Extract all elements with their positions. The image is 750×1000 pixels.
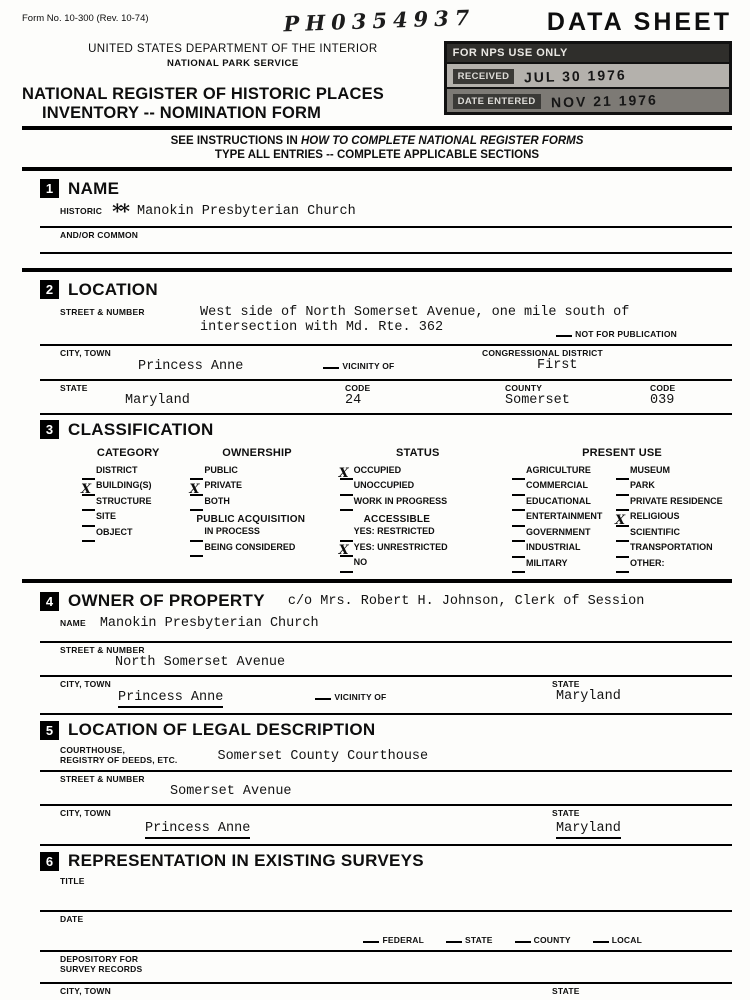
legal-street-value: Somerset Avenue: [170, 784, 292, 800]
checkbox-structure: [82, 496, 174, 512]
city-town-field: [40, 346, 732, 381]
checkbox-line: [512, 468, 525, 480]
checkbox-commercial: [512, 480, 606, 496]
received-label: RECEIVED: [453, 69, 515, 84]
present-use-header: PRESENT USE: [582, 446, 662, 459]
check-mark: X: [615, 512, 626, 528]
legal-state-value: Maryland: [556, 821, 621, 839]
checkbox-line: [615, 512, 629, 528]
received-row: [447, 62, 729, 87]
form-title-line1: NATIONAL REGISTER OF HISTORIC PLACES: [22, 85, 384, 103]
section-1-title: NAME: [68, 178, 120, 198]
service-name: NATIONAL PARK SERVICE: [166, 58, 299, 69]
checkbox-label: GOVERNMENT: [526, 526, 591, 537]
state-label: STATE: [60, 382, 88, 393]
survey-city-cell: [40, 986, 552, 996]
checkbox-line: [616, 499, 629, 511]
ownership-column: [190, 447, 323, 574]
checkbox-label: UNOCCUPIED: [353, 480, 415, 491]
owner-street-field: [40, 643, 732, 677]
section-5-title: LOCATION OF LEGAL DESCRIPTION: [68, 720, 376, 740]
checkbox-private-residence: [616, 496, 732, 512]
received-date-stamp: JUL 30 1976: [524, 66, 628, 86]
checkbox-label: MILITARY: [526, 557, 568, 568]
city-town-value: Princess Anne: [138, 358, 244, 374]
checkbox-yes-restricted: [340, 526, 496, 542]
date-entered-row: [447, 87, 729, 112]
checkbox-line: [190, 499, 203, 511]
checkbox-label: NO: [353, 557, 368, 568]
courthouse-label-stack: [40, 745, 177, 765]
checkbox-site: [82, 511, 174, 527]
divider: [22, 167, 732, 171]
section-6-number: 6: [40, 852, 59, 871]
checkbox-public: [190, 465, 323, 481]
county-code-label: CODE: [650, 382, 676, 393]
legal-state-cell: [552, 808, 732, 839]
form-number: Form No. 10-300 (Rev. 10-74): [22, 13, 149, 24]
section-2-title: LOCATION: [68, 279, 158, 299]
classification-checklist: [82, 447, 732, 574]
checkbox-label: TRANSPORTATION: [630, 542, 713, 553]
city-town-value-row: [40, 358, 482, 374]
owner-state-cell: [552, 679, 732, 704]
checkbox-line: [616, 530, 629, 542]
checkbox-private: [190, 480, 323, 496]
section-5-number: 5: [40, 721, 59, 740]
category-header: CATEGORY: [96, 446, 160, 459]
checkbox-label: BOTH: [204, 495, 230, 506]
check-mark: X: [338, 466, 349, 482]
street-value-line2: intersection with Md. Rte. 362: [200, 319, 444, 335]
checkbox-line: [512, 484, 525, 496]
legal-state-label: STATE: [552, 808, 580, 819]
survey-city-field: [40, 984, 732, 1000]
checkbox-label: OCCUPIED: [353, 464, 402, 475]
legal-street-field: [40, 772, 732, 806]
historic-name-value: Manokin Presbyterian Church: [136, 203, 356, 219]
checkbox-transportation: [616, 542, 732, 558]
street-number-label: STREET & NUMBER: [60, 306, 145, 317]
checkbox-line: [512, 561, 525, 573]
checkbox-line: [616, 468, 629, 480]
form-title-line2: INVENTORY -- NOMINATION FORM: [42, 104, 322, 122]
category-column: [82, 447, 174, 574]
survey-city-label: CITY, TOWN: [60, 986, 111, 997]
page-top-row: [22, 4, 732, 37]
owner-city-value-row: [40, 689, 552, 708]
checkbox-line: [82, 530, 95, 542]
checkbox-label: AGRICULTURE: [526, 464, 591, 475]
state-code-value: 24: [345, 392, 362, 408]
county-label: COUNTY: [505, 382, 543, 393]
checkbox-line: [82, 499, 95, 511]
blank-line: [363, 932, 379, 943]
checkbox-label: EDUCATIONAL: [526, 495, 591, 506]
owner-city-label: CITY, TOWN: [60, 679, 111, 690]
congressional-district-label: CONGRESSIONAL DISTRICT: [482, 347, 603, 358]
accessible-header: ACCESSIBLE: [363, 514, 431, 526]
owner-state-label: STATE: [552, 679, 580, 690]
checkbox-line: [340, 561, 353, 573]
checkbox-line: [189, 481, 203, 497]
checkbox-military: [512, 558, 606, 574]
checkbox-government: [512, 527, 606, 543]
city-town-cell: [40, 348, 482, 374]
legal-city-field: [40, 806, 732, 846]
survey-state-label: STATE: [552, 986, 580, 997]
legal-city-label: CITY, TOWN: [60, 808, 111, 819]
checkbox-line: [190, 545, 203, 557]
checkbox-label: BUILDING(S): [96, 480, 152, 491]
checkbox-line: [512, 515, 525, 527]
checkbox-both: [190, 496, 323, 512]
present-use-right: [616, 465, 732, 574]
instructions-line1: [22, 134, 732, 148]
checkbox-industrial: [512, 542, 606, 558]
blank-line: [515, 932, 531, 943]
checkbox-label: IN PROCESS: [204, 526, 260, 537]
checkbox-label: YES: RESTRICTED: [353, 526, 435, 537]
checkbox-line: [340, 530, 353, 542]
section-6-title: REPRESENTATION IN EXISTING SURVEYS: [68, 851, 424, 871]
owner-street-label: STREET & NUMBER: [60, 645, 145, 656]
checkbox-label: PRIVATE RESIDENCE: [630, 495, 723, 506]
checkbox-label: STRUCTURE: [96, 495, 152, 506]
depository-label-line1: DEPOSITORY FOR: [60, 954, 139, 965]
not-for-publication-label: NOT FOR PUBLICATION: [575, 328, 677, 339]
checkbox-line: [82, 515, 95, 527]
level-state: [446, 932, 493, 945]
courthouse-field: [40, 743, 732, 772]
section-1-header: [40, 174, 732, 202]
checkbox-yes-unrestricted: [340, 542, 496, 558]
checkbox-educational: [512, 496, 606, 512]
section-1-number: 1: [40, 179, 59, 198]
checkbox-district: [82, 465, 174, 481]
survey-title-field: [40, 874, 732, 912]
street-line2-row: [40, 320, 732, 339]
checkbox-line: [340, 499, 353, 511]
common-name-label: AND/OR COMMON: [60, 229, 139, 240]
section-3-number: 3: [40, 420, 59, 439]
checkbox-buildings: [82, 480, 174, 496]
level-label: STATE: [465, 935, 493, 946]
divider: [22, 579, 732, 583]
header-middle: [22, 37, 732, 123]
checkbox-line: [190, 530, 203, 542]
state-value: Maryland: [125, 392, 190, 408]
checkbox-label: OTHER:: [630, 557, 665, 568]
survey-date-field: [40, 912, 732, 952]
owner-city-value: Princess Anne: [118, 690, 223, 708]
section-6-header: [40, 846, 732, 874]
divider: [22, 268, 732, 272]
section-2-number: 2: [40, 280, 59, 299]
checkbox-unoccupied: [340, 480, 496, 496]
checkbox-scientific: [616, 527, 732, 543]
checkbox-line: [81, 481, 95, 497]
county-value: Somerset: [505, 392, 570, 408]
level-federal: [363, 932, 424, 945]
owner-state-value: Maryland: [556, 689, 621, 705]
checkbox-entertainment: [512, 511, 606, 527]
county-code-value: 039: [650, 392, 675, 408]
checkbox-label: SITE: [96, 511, 117, 522]
check-mark: X: [189, 481, 200, 497]
blank-line: [556, 326, 572, 337]
owner-vicinity-label: VICINITY OF: [334, 692, 387, 703]
checkbox-occupied: [340, 465, 496, 481]
instructions-italic: HOW TO COMPLETE NATIONAL REGISTER FORMS: [300, 135, 584, 147]
street-number-field: [40, 303, 732, 346]
owner-street-value: North Somerset Avenue: [115, 655, 286, 671]
congressional-district-value: First: [537, 357, 578, 373]
checkbox-in-process: [190, 526, 323, 542]
state-county-field: [40, 381, 732, 415]
checkbox-label: PUBLIC: [204, 464, 238, 475]
data-sheet-stamp: DATA SHEET: [546, 8, 732, 36]
agency-block: [22, 37, 444, 123]
checkbox-religious: [616, 511, 732, 527]
owner-care-of-line: c/o Mrs. Robert H. Johnson, Clerk of Session: [287, 593, 645, 609]
checkbox-museum: [616, 465, 732, 481]
owner-name-field: [40, 614, 732, 643]
check-mark: X: [81, 481, 92, 497]
congressional-district-cell: [482, 348, 732, 373]
checkbox-other: [616, 558, 732, 574]
historic-label: HISTORIC: [60, 205, 103, 216]
level-label: LOCAL: [611, 935, 642, 946]
legal-city-cell: [40, 808, 552, 839]
section-4-title: OWNER OF PROPERTY: [68, 591, 265, 611]
depository-label-line2: SURVEY RECORDS: [60, 964, 143, 975]
checkbox-line: [616, 546, 629, 558]
survey-state-cell: [552, 986, 732, 996]
survey-date-label: DATE: [60, 914, 84, 925]
state-code-cell: [345, 383, 505, 408]
county-code-cell: [650, 383, 732, 408]
checkbox-line: [340, 484, 353, 496]
checkbox-line: [340, 545, 353, 557]
owner-name-label: NAME: [60, 618, 86, 629]
owner-city-field: [40, 677, 732, 715]
legal-street-label: STREET & NUMBER: [60, 774, 145, 785]
courthouse-value: Somerset County Courthouse: [217, 749, 429, 765]
checkbox-no: [340, 557, 496, 573]
instructions-prefix: SEE INSTRUCTIONS IN: [170, 135, 301, 147]
checkbox-line: [616, 561, 629, 573]
not-for-publication: [556, 320, 677, 339]
legal-city-value: Princess Anne: [145, 821, 250, 839]
survey-levels: [40, 932, 642, 945]
state-code-label: CODE: [345, 382, 371, 393]
checkbox-label: COMMERCIAL: [526, 480, 588, 491]
divider: [22, 126, 732, 130]
checkbox-label: RELIGIOUS: [630, 511, 680, 522]
blank-line: [323, 358, 339, 369]
level-label: FEDERAL: [382, 935, 425, 946]
present-use-column: [512, 447, 732, 574]
department-name: UNITED STATES DEPARTMENT OF THE INTERIOR: [88, 43, 378, 55]
section-4-header: [40, 586, 732, 614]
vicinity-of-label: VICINITY OF: [342, 360, 395, 371]
checkbox-label: INDUSTRIAL: [526, 542, 581, 553]
checkbox-line: [512, 546, 525, 558]
section-3-title: CLASSIFICATION: [68, 419, 214, 439]
instructions: [22, 133, 732, 164]
checkbox-label: ENTERTAINMENT: [526, 511, 603, 522]
owner-city-cell: [40, 679, 552, 708]
section-3-header: [40, 415, 732, 443]
present-use-subcolumns: [512, 465, 732, 574]
level-county: [515, 932, 571, 945]
county-cell: [505, 383, 650, 408]
date-entered-label: DATE ENTERED: [453, 94, 541, 109]
level-label: COUNTY: [533, 935, 571, 946]
status-header: STATUS: [396, 446, 440, 459]
common-name-field: [40, 228, 732, 254]
blank-line: [315, 689, 331, 700]
level-local: [593, 932, 642, 945]
section-4-number: 4: [40, 592, 59, 611]
checkbox-label: PRIVATE: [204, 480, 243, 491]
public-acquisition-header: PUBLIC ACQUISITION: [196, 514, 306, 526]
checkbox-park: [616, 480, 732, 496]
checkbox-line: [340, 468, 353, 480]
checkbox-label: YES: UNRESTRICTED: [353, 541, 448, 552]
blank-line: [593, 932, 609, 943]
state-cell: [40, 383, 345, 408]
blank-line: [446, 932, 462, 943]
ownership-header: OWNERSHIP: [222, 446, 292, 459]
checkbox-work-in-progress: [340, 496, 496, 512]
checkbox-label: WORK IN PROGRESS: [353, 495, 448, 506]
depository-field: [40, 952, 732, 984]
checkbox-label: MUSEUM: [630, 464, 670, 475]
historic-name-field: HISTORIC ** Manokin Presbyterian Church: [40, 202, 732, 228]
date-entered-stamp: NOV 21 1976: [550, 91, 658, 111]
handwritten-control-number: PH0354937: [283, 4, 476, 37]
street-value-line1: West side of North Somerset Avenue, one mile south of: [200, 304, 630, 320]
present-use-left: [512, 465, 606, 574]
checkbox-label: PARK: [630, 480, 655, 491]
checkbox-line: [512, 530, 525, 542]
check-mark: X: [338, 543, 349, 559]
checkbox-object: [82, 527, 174, 543]
city-town-label: CITY, TOWN: [60, 347, 111, 358]
checkbox-line: [82, 468, 95, 480]
section-2-header: [40, 275, 732, 303]
checkbox-label: DISTRICT: [96, 464, 138, 475]
checkbox-line: [512, 499, 525, 511]
checkbox-label: SCIENTIFIC: [630, 526, 681, 537]
checkbox-line: [190, 468, 203, 480]
checkbox-agriculture: [512, 465, 606, 481]
instructions-line2: TYPE ALL ENTRIES -- COMPLETE APPLICABLE SECTIONS: [214, 149, 540, 162]
section-5-header: [40, 715, 732, 743]
nps-box-header: FOR NPS USE ONLY: [447, 44, 729, 62]
survey-title-label: TITLE: [60, 876, 85, 887]
owner-name-value: Manokin Presbyterian Church: [99, 616, 319, 632]
checkbox-label: BEING CONSIDERED: [204, 541, 296, 552]
checkbox-label: OBJECT: [96, 526, 133, 537]
courthouse-label-line2: REGISTRY OF DEEDS, ETC.: [60, 755, 178, 766]
nps-use-only-box: [444, 41, 732, 115]
checkbox-being-considered: [190, 542, 323, 558]
checkbox-line: [616, 484, 629, 496]
courthouse-label-line1: COURTHOUSE,: [60, 745, 126, 756]
status-column: [340, 447, 496, 574]
